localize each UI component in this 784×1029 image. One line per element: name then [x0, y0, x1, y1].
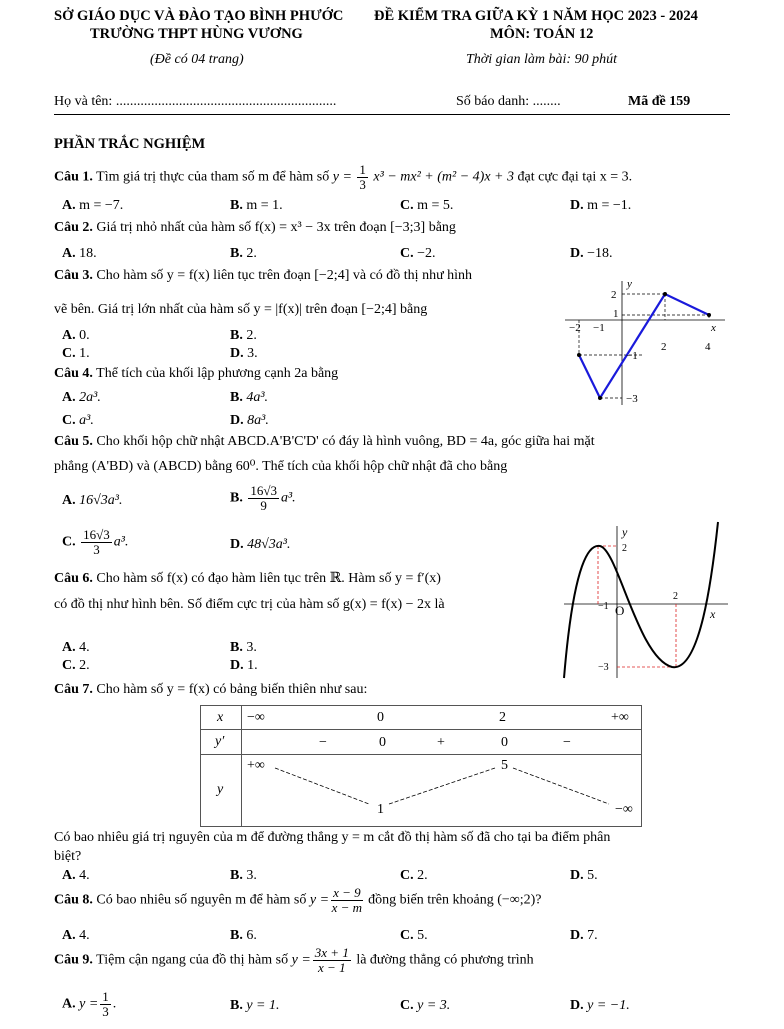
- tick-x4: 4: [705, 341, 711, 353]
- sign: 0: [379, 735, 386, 750]
- q8-option-a[interactable]: A. 4.: [62, 928, 90, 943]
- q3-option-d[interactable]: D. 3.: [230, 346, 258, 361]
- exam-title: ĐỀ KIỂM TRA GIỮA KỲ 1 NĂM HỌC 2023 - 2024: [374, 8, 698, 24]
- x-label: x: [710, 607, 716, 621]
- q6-option-b[interactable]: B. 3.: [230, 640, 257, 655]
- q2-option-a[interactable]: A. 18.: [62, 246, 97, 261]
- q5-option-c[interactable]: C. $\frac{16√3}{3}$ a³.: [62, 527, 129, 557]
- q2-option-d[interactable]: D. −18.: [570, 246, 613, 261]
- q5-option-b[interactable]: B. $\frac{16√3}{9}$ a³.: [230, 483, 296, 513]
- y-label: y: [622, 525, 628, 539]
- q7-option-c[interactable]: C. 2.: [400, 868, 428, 883]
- table-x-label: x: [217, 710, 224, 725]
- origin-label: O: [615, 603, 625, 618]
- tick-neg1: −1: [598, 601, 609, 612]
- q7-option-d[interactable]: D. 5.: [570, 868, 598, 883]
- question-5: Câu 5. Cho khối hộp chữ nhật ABCD.A'B'C'D' có đáy là hình vuông, BD = 4a, góc giữa hai mặt: [54, 434, 595, 449]
- question-1: [54, 163, 632, 191]
- q3-option-c[interactable]: C. 1.: [62, 346, 90, 361]
- question-8: Câu 8. Có bao nhiêu số nguyên m để hàm số y = $\frac{x - 9}{x - m}$ đồng biến trên khoảng (−∞;2)?: [54, 885, 542, 915]
- question-text: Tìm giá trị thực của tham số m để hàm số: [96, 169, 330, 185]
- x-value: +∞: [611, 710, 629, 725]
- student-name-field: Họ và tên: ...............................................................: [54, 94, 337, 109]
- variation-table: [200, 705, 642, 827]
- x-label: x: [711, 322, 716, 334]
- page-count: (Đề có 04 trang): [150, 52, 244, 67]
- function-curve: [579, 294, 709, 398]
- q6-graph: [560, 518, 732, 680]
- q2-option-c[interactable]: C. −2.: [400, 246, 436, 261]
- tick-1: 1: [613, 308, 619, 320]
- tick-x2: 2: [661, 341, 667, 353]
- tick-neg2: −2: [569, 322, 581, 334]
- question-5-cont: phẳng (A'BD) và (ABCD) bằng 60⁰. Thể tích của khối hộp chữ nhật đã cho bằng: [54, 459, 508, 474]
- question-4: Câu 4. Thể tích của khối lập phương cạnh 2a bằng: [54, 366, 339, 381]
- y-label: y: [627, 278, 632, 290]
- q4-option-b[interactable]: B. 4a³.: [230, 390, 269, 405]
- increasing-arrow: [389, 768, 495, 804]
- question-7: Câu 7. Cho hàm số y = f(x) có bảng biến thiên như sau:: [54, 682, 368, 697]
- table-yprime-label: y′: [215, 734, 225, 749]
- department-name: SỞ GIÁO DỤC VÀ ĐÀO TẠO BÌNH PHƯỚC: [54, 8, 344, 24]
- y-value: 5: [501, 758, 508, 773]
- question-2: Câu 2. Giá trị nhỏ nhất của hàm số f(x) = x³ − 3x trên đoạn [−3;3] bằng: [54, 220, 456, 235]
- decreasing-arrow: [513, 768, 609, 804]
- q1-option-c[interactable]: C. m = 5.: [400, 198, 454, 213]
- q5-option-d[interactable]: D. 48√3a³.: [230, 537, 291, 552]
- tick-y2: 2: [622, 543, 627, 554]
- q9-option-b[interactable]: B. y = 1.: [230, 998, 280, 1013]
- q3-option-a[interactable]: A. 0.: [62, 328, 90, 343]
- formula-fraction: $\frac{3x + 1}{x - 1}$: [314, 945, 349, 975]
- q7-option-b[interactable]: B. 3.: [230, 868, 257, 883]
- sign: 0: [501, 735, 508, 750]
- y-value: −∞: [615, 802, 633, 817]
- q8-option-b[interactable]: B. 6.: [230, 928, 257, 943]
- tick-neg3: −3: [598, 662, 609, 673]
- x-value: 0: [377, 710, 384, 725]
- q9-option-d[interactable]: D. y = −1.: [570, 998, 630, 1013]
- question-3: Câu 3. Cho hàm số y = f(x) liên tục trên đoạn [−2;4] và có đồ thị như hình: [54, 268, 473, 283]
- q6-option-c[interactable]: C. 2.: [62, 658, 90, 673]
- table-y-label: y: [217, 782, 224, 797]
- q8-option-d[interactable]: D. 7.: [570, 928, 598, 943]
- exam-duration: Thời gian làm bài: 90 phút: [466, 52, 617, 67]
- x-value: −∞: [247, 710, 265, 725]
- q7-option-a[interactable]: A. 4.: [62, 868, 90, 883]
- q3-graph: [555, 275, 735, 410]
- tick-neg3-y: −3: [626, 393, 638, 405]
- question-6-cont: có đồ thị như hình bên. Số điểm cực trị của hàm số g(x) = f(x) − 2x là: [54, 597, 445, 612]
- tick-neg1: −1: [593, 322, 605, 334]
- question-label: Câu 1.: [54, 169, 93, 185]
- q9-option-c[interactable]: C. y = 3.: [400, 998, 451, 1013]
- x-value: 2: [499, 710, 506, 725]
- student-id-field: Số báo danh: ........: [456, 94, 561, 109]
- q2-option-b[interactable]: B. 2.: [230, 246, 257, 261]
- question-9: Câu 9. Tiệm cận ngang của đồ thị hàm số y = $\frac{3x + 1}{x - 1}$ là đường thẳng có phương trình: [54, 945, 534, 975]
- q4-option-c[interactable]: C. a³.: [62, 413, 94, 428]
- q6-option-d[interactable]: D. 1.: [230, 658, 258, 673]
- q5-option-a[interactable]: A. 16√3a³.: [62, 493, 123, 508]
- q6-option-a[interactable]: A. 4.: [62, 640, 90, 655]
- question-7-cont: Có bao nhiêu giá trị nguyên của m để đường thẳng y = m cắt đồ thị hàm số đã cho tại ba điểm phân: [54, 830, 611, 845]
- q9-option-a[interactable]: A. y = $\frac{1}{3}$ .: [62, 989, 117, 1019]
- formula-rhs: x³ − mx² + (m² − 4)x + 3: [373, 169, 514, 185]
- y-value: +∞: [247, 758, 265, 773]
- y-value: 1: [377, 802, 384, 817]
- question-6: Câu 6. Cho hàm số f(x) có đạo hàm liên tục trên ℝ. Hàm số y = f′(x): [54, 571, 441, 586]
- q4-option-d[interactable]: D. 8a³.: [230, 413, 269, 428]
- formula-fraction: $\frac{x - 9}{x - m}$: [331, 885, 363, 915]
- q3-option-b[interactable]: B. 2.: [230, 328, 257, 343]
- sign: −: [563, 735, 571, 750]
- sign: −: [319, 735, 327, 750]
- q8-option-c[interactable]: C. 5.: [400, 928, 428, 943]
- q1-option-a[interactable]: A. m = −7.: [62, 198, 124, 213]
- question-3-cont: vẽ bên. Giá trị lớn nhất của hàm số y = |f(x)| trên đoạn [−2;4] bằng: [54, 302, 428, 317]
- tick-2: 2: [611, 289, 617, 301]
- formula-lhs: y =: [332, 169, 352, 185]
- school-name: TRƯỜNG THPT HÙNG VƯƠNG: [90, 26, 303, 42]
- q4-option-a[interactable]: A. 2a³.: [62, 390, 101, 405]
- derivative-curve: [564, 522, 718, 678]
- section-title: PHẦN TRẮC NGHIỆM: [54, 136, 206, 152]
- q1-option-b[interactable]: B. m = 1.: [230, 198, 283, 213]
- formula-fraction: $\frac{1}{3}$: [359, 162, 366, 192]
- q1-option-d[interactable]: D. m = −1.: [570, 198, 632, 213]
- decreasing-arrow: [275, 768, 369, 804]
- exam-subject: MÔN: TOÁN 12: [490, 26, 594, 42]
- tick-x2: 2: [673, 591, 678, 602]
- sign: +: [437, 735, 445, 750]
- header-divider: [54, 114, 730, 115]
- question-7-cont2: biệt?: [54, 849, 82, 864]
- tick-neg1-y: −1: [626, 350, 638, 362]
- question-text-end: đạt cực đại tại x = 3.: [517, 169, 633, 185]
- exam-code: Mã đề 159: [628, 94, 691, 109]
